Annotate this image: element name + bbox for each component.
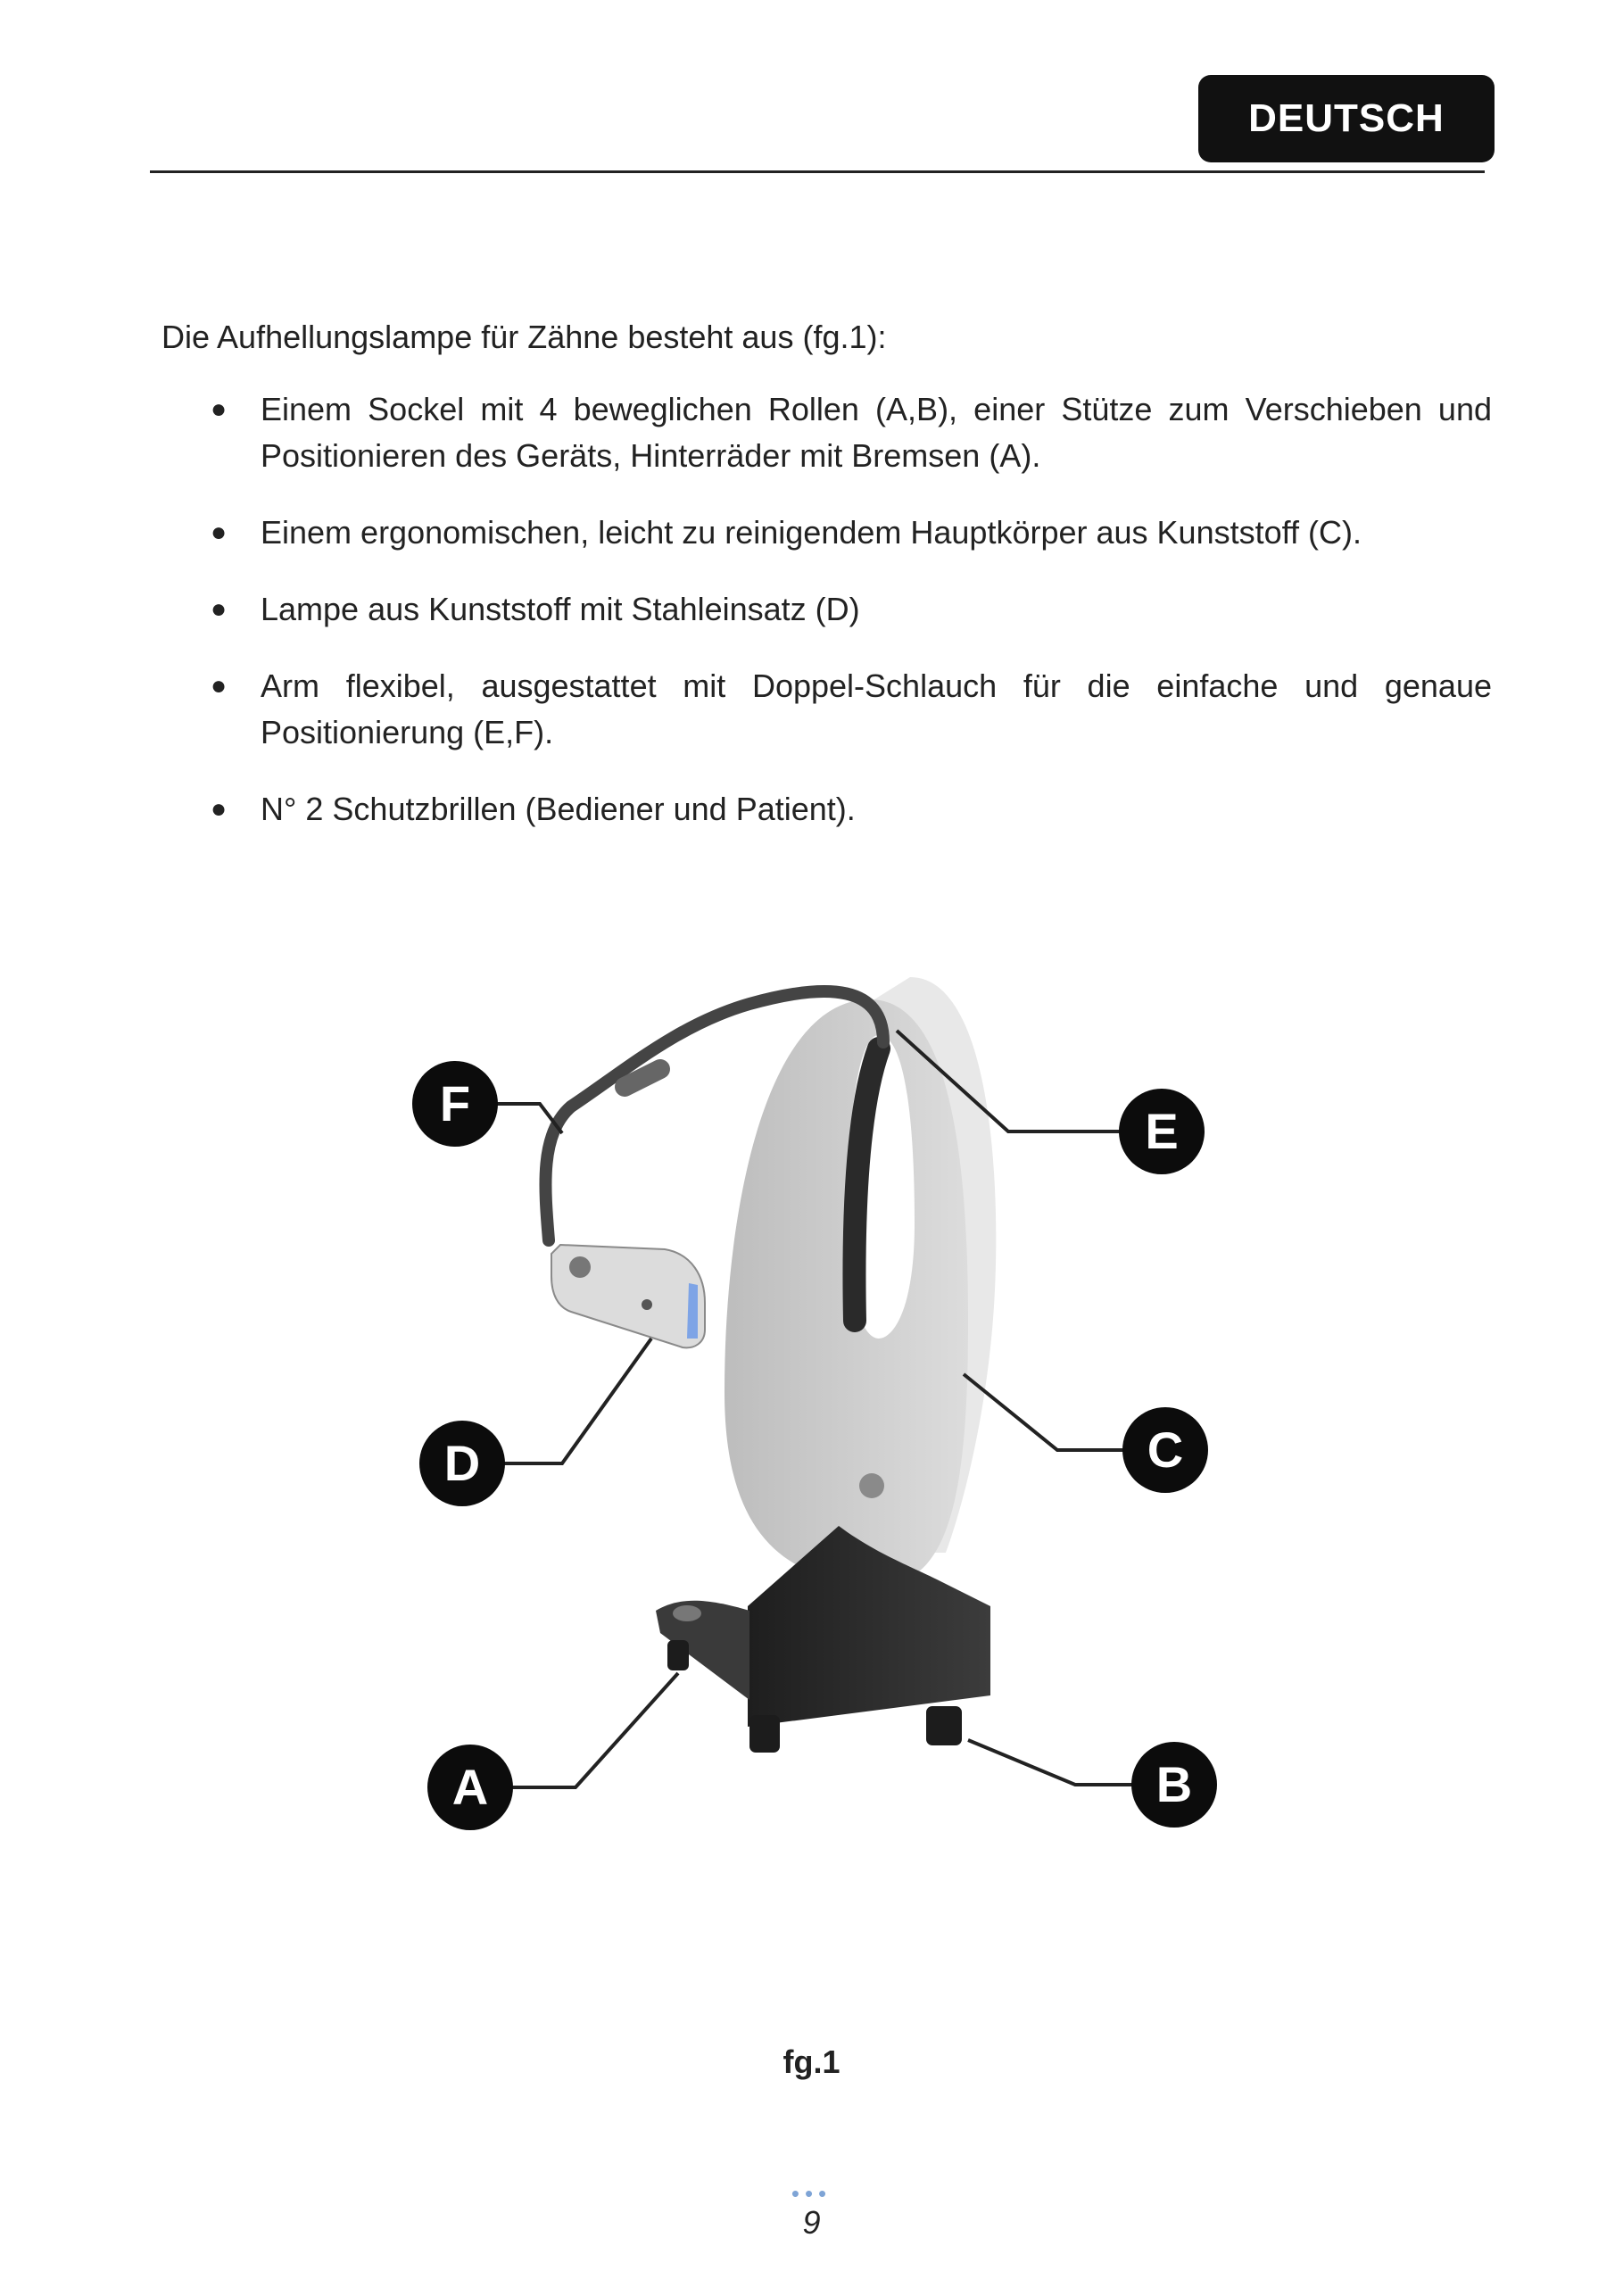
list-item-text: Lampe aus Kunststoff mit Stahleinsatz (D) (261, 591, 860, 627)
inner-hose (854, 1049, 879, 1321)
list-item (207, 663, 1492, 756)
list-item (207, 586, 1492, 633)
bullet-icon: ● (211, 794, 228, 824)
leader-line-a (509, 1673, 678, 1787)
foot-pedal (673, 1605, 701, 1621)
list-item (207, 386, 1492, 479)
list-item (207, 786, 1492, 833)
bullet-icon: ● (211, 518, 228, 547)
callout-a-label: A (451, 1759, 489, 1815)
bullet-icon: ● (211, 394, 228, 424)
device-figure (0, 964, 1623, 1901)
callout-b (1131, 1742, 1217, 1828)
body-knob (859, 1473, 884, 1498)
intro-text: Die Aufhellungslampe für Zähne besteht aus (fg.1): (161, 319, 887, 355)
bullet-icon: ● (211, 594, 228, 624)
page-number: 9 (802, 2204, 821, 2241)
lamp-light (687, 1283, 698, 1339)
bullet-icon: ● (211, 671, 228, 700)
lamp-sensor (642, 1299, 652, 1310)
leader-line-b (968, 1740, 1135, 1785)
list-item (207, 510, 1492, 556)
callout-c-label: C (1147, 1422, 1184, 1478)
callout-e-label: E (1145, 1103, 1179, 1159)
callout-b-label: B (1155, 1756, 1193, 1812)
callout-d (419, 1421, 505, 1506)
language-badge: DEUTSCH (1198, 75, 1495, 162)
leader-line-c (964, 1374, 1130, 1450)
callout-f-label: F (439, 1075, 471, 1131)
callout-a (427, 1745, 513, 1830)
list-item-text: Einem ergonomischen, leicht zu reinigendem Hauptkörper aus Kunststoff (C). (261, 514, 1362, 551)
list-item-text: Einem Sockel mit 4 beweglichen Rollen (A,B), einer Stütze zum Verschieben und Positionieren des Geräts, Hinterräder mit Bremsen (A). (261, 391, 1492, 474)
footer-dots-icon: ••• (791, 2180, 832, 2207)
callout-f (412, 1061, 498, 1147)
leader-line-d (504, 1339, 651, 1463)
header-rule (150, 170, 1485, 173)
callout-e (1119, 1089, 1205, 1174)
list-item-text: Arm flexibel, ausgestattet mit Doppel-Schlauch für die einfache und genaue Positionierung (E,F). (261, 667, 1492, 750)
wheel-a (667, 1640, 689, 1670)
callout-c (1122, 1407, 1208, 1493)
list-item-text: N° 2 Schutzbrillen (Bediener und Patient). (261, 791, 856, 827)
feature-list (207, 386, 1492, 863)
figure-caption: fg.1 (783, 2043, 840, 2080)
lamp-button (569, 1256, 591, 1278)
wheel-b (926, 1706, 962, 1745)
callout-d-label: D (443, 1435, 481, 1491)
wheel-rear (749, 1715, 780, 1753)
